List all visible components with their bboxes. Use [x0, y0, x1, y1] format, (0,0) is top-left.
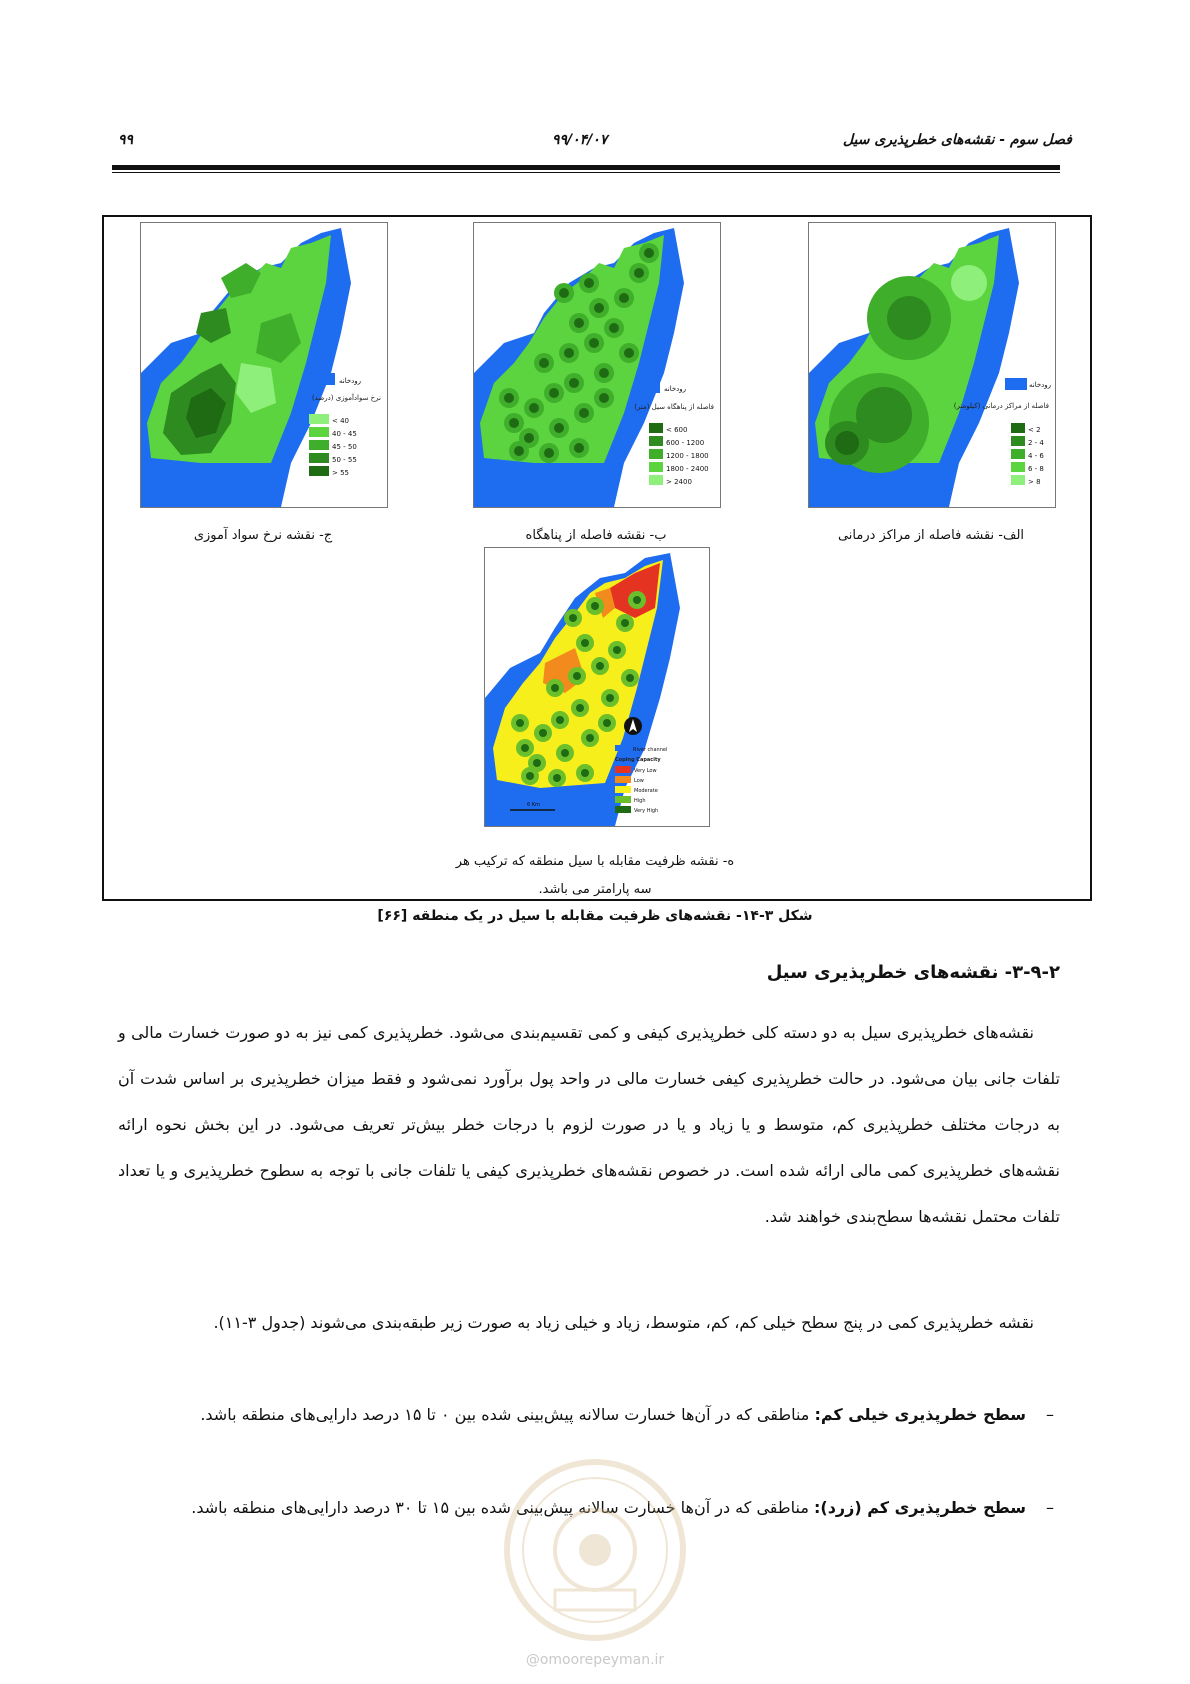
map-literacy-legend-title: نرخ سوادآموزی (درصد)	[311, 394, 381, 402]
map-coping-caption-line1: ه- نقشه ظرفیت مقابله با سیل منطقه که ترکیب هر	[455, 854, 735, 869]
legend-swatch	[309, 427, 329, 437]
legend-label: Low	[634, 778, 644, 784]
map-shelter-distance-graphic	[474, 223, 720, 507]
map-coping-caption-line2: سه پارامتر می باشد.	[538, 882, 652, 897]
paragraph-2: نقشه خطرپذیری کمی در پنج سطح خیلی کم، کم، متوسط، زیاد و خیلی زیاد به صورت زیر طبقه‌بندی می‌شوند (جدول ۳-۱۱).	[213, 1313, 1034, 1332]
legend-label: 40 - 45	[332, 430, 357, 438]
bullet-dash: –	[1046, 1498, 1054, 1517]
bullet-text: مناطقی که در آن‌ها خسارت سالانه پیش‌بینی شده بین ۰ تا ۱۵ درصد دارایی‌های منطقه باشد.	[200, 1405, 815, 1424]
legend-label: > 55	[332, 469, 349, 477]
map-health-center-distance-graphic	[809, 223, 1055, 507]
map-health-caption: الف- نقشه فاصله از مراکز درمانی	[837, 528, 1025, 543]
header-rule-thick	[112, 165, 1060, 170]
legend-label: 2 - 4	[1028, 439, 1044, 447]
legend-swatch	[615, 796, 631, 803]
map-health-legend-title: فاصله از مراکز درمانی (کیلومتر)	[953, 402, 1049, 410]
legend-label: High	[634, 798, 646, 804]
legend-label: 4 - 6	[1028, 452, 1044, 460]
legend-label: 600 - 1200	[666, 439, 705, 447]
legend-swatch	[649, 436, 663, 446]
legend-label: 45 - 50	[332, 443, 357, 451]
page-number: ۹۹	[118, 132, 134, 148]
legend-swatch	[309, 453, 329, 463]
map-health-river-label: رودخانه	[1029, 381, 1052, 389]
map-literacy-river-label: رودخانه	[339, 377, 362, 385]
legend-swatch	[309, 466, 329, 476]
legend-swatch	[1011, 449, 1025, 459]
chapter-title: فصل سوم - نقشه‌های خطرپذیری سیل	[842, 132, 1072, 148]
legend-swatch	[1011, 423, 1025, 433]
bullet-text: مناطقی که در آن‌ها خسارت سالانه پیش‌بینی شده بین ۱۵ تا ۳۰ درصد دارایی‌های منطقه باشد.	[191, 1498, 814, 1517]
bullet-dash: –	[1046, 1405, 1054, 1424]
map-coping-capacity-graphic	[485, 548, 709, 826]
watermark-text: @omoorepeyman.ir	[525, 1652, 665, 1668]
map-health-center-distance	[808, 222, 1056, 508]
legend-swatch	[1011, 462, 1025, 472]
bullet-term: سطح خطرپذیری خیلی کم:	[814, 1405, 1026, 1424]
map-literacy-rate	[140, 222, 388, 508]
bullet-very-low-risk	[118, 1392, 1060, 1438]
map-shelter-river-label: رودخانه	[664, 385, 687, 393]
legend-swatch	[615, 806, 631, 813]
watermark-seal	[500, 1455, 690, 1645]
legend-swatch	[649, 475, 663, 485]
section-title: ۳-۹-۲- نقشه‌های خطرپذیری سیل	[766, 962, 1060, 983]
legend-label: < 2	[1028, 426, 1041, 434]
legend-label: Very High	[634, 808, 659, 814]
figure-caption: شکل ۳-۱۴- نقشه‌های ظرفیت مقابله با سیل در یک منطقه [۶۶]	[377, 908, 813, 924]
bullet-term: سطح خطرپذیری کم (زرد):	[813, 1498, 1026, 1517]
legend-swatch	[649, 449, 663, 459]
legend-label: 1800 - 2400	[666, 465, 709, 473]
paragraph-1: نقشه‌های خطرپذیری سیل به دو دسته کلی خطرپذیری کیفی و کمی تقسیم‌بندی می‌شود. خطرپذیری کمی نیز به دو صورت خسارت مالی و تلفات جانی بیان می‌شود. در حالت خطرپذیری کیفی خسارت مالی در واحد پول برآورد نمی‌شود و فقط میزان خطرپذیری بر اساس شدت آن به درجات مختلف خطرپذیری کم، متوسط و یا زیاد و یا در صورت لزوم با درجات خطر بیش‌تر تعریف می‌شود. در این بخش نحوه ارائه نقشه‌های خطرپذیری کمی مالی ارائه شده است. در خصوص نقشه‌های خطرپذیری کیفی یا تلفات جانی با توجه به سطوح خطرپذیری و یا تعداد تلفات محتمل نقشه‌ها سطح‌بندی خواهند شد.	[118, 1023, 1060, 1226]
map-literacy-caption: ج- نقشه نرخ سواد آموزی	[193, 528, 333, 543]
legend-swatch	[615, 766, 631, 773]
legend-swatch	[309, 414, 329, 424]
map-shelter-caption: ب- نقشه فاصله از پناهگاه	[525, 528, 667, 543]
legend-swatch	[1011, 436, 1025, 446]
header-rule-thin	[112, 172, 1060, 173]
header-date: ۹۹/۰۴/۰۷	[552, 132, 608, 148]
map-coping-scale: 6 Km	[527, 802, 540, 808]
map-shelter-distance	[473, 222, 721, 508]
legend-swatch	[1011, 475, 1025, 485]
legend-swatch	[615, 776, 631, 783]
map-coping-caption	[420, 848, 770, 904]
map-shelter-legend-title: فاصله از پناهگاه سیل (متر)	[634, 403, 714, 411]
legend-label: Moderate	[634, 788, 658, 794]
legend-swatch	[309, 440, 329, 450]
map-coping-river-label: River channel	[633, 747, 668, 753]
map-coping-capacity	[484, 547, 710, 827]
legend-label: Very Low	[634, 768, 657, 774]
legend-label: < 600	[666, 426, 688, 434]
map-literacy-rate-graphic	[141, 223, 387, 507]
legend-swatch	[649, 462, 663, 472]
legend-label: > 8	[1028, 478, 1041, 486]
map-coping-legend-title: Coping Capacity	[615, 757, 661, 763]
legend-label: 50 - 55	[332, 456, 357, 464]
legend-label: < 40	[332, 417, 349, 425]
legend-swatch	[615, 786, 631, 793]
legend-label: > 2400	[666, 478, 692, 486]
legend-label: 1200 - 1800	[666, 452, 709, 460]
legend-swatch	[649, 423, 663, 433]
legend-label: 6 - 8	[1028, 465, 1044, 473]
